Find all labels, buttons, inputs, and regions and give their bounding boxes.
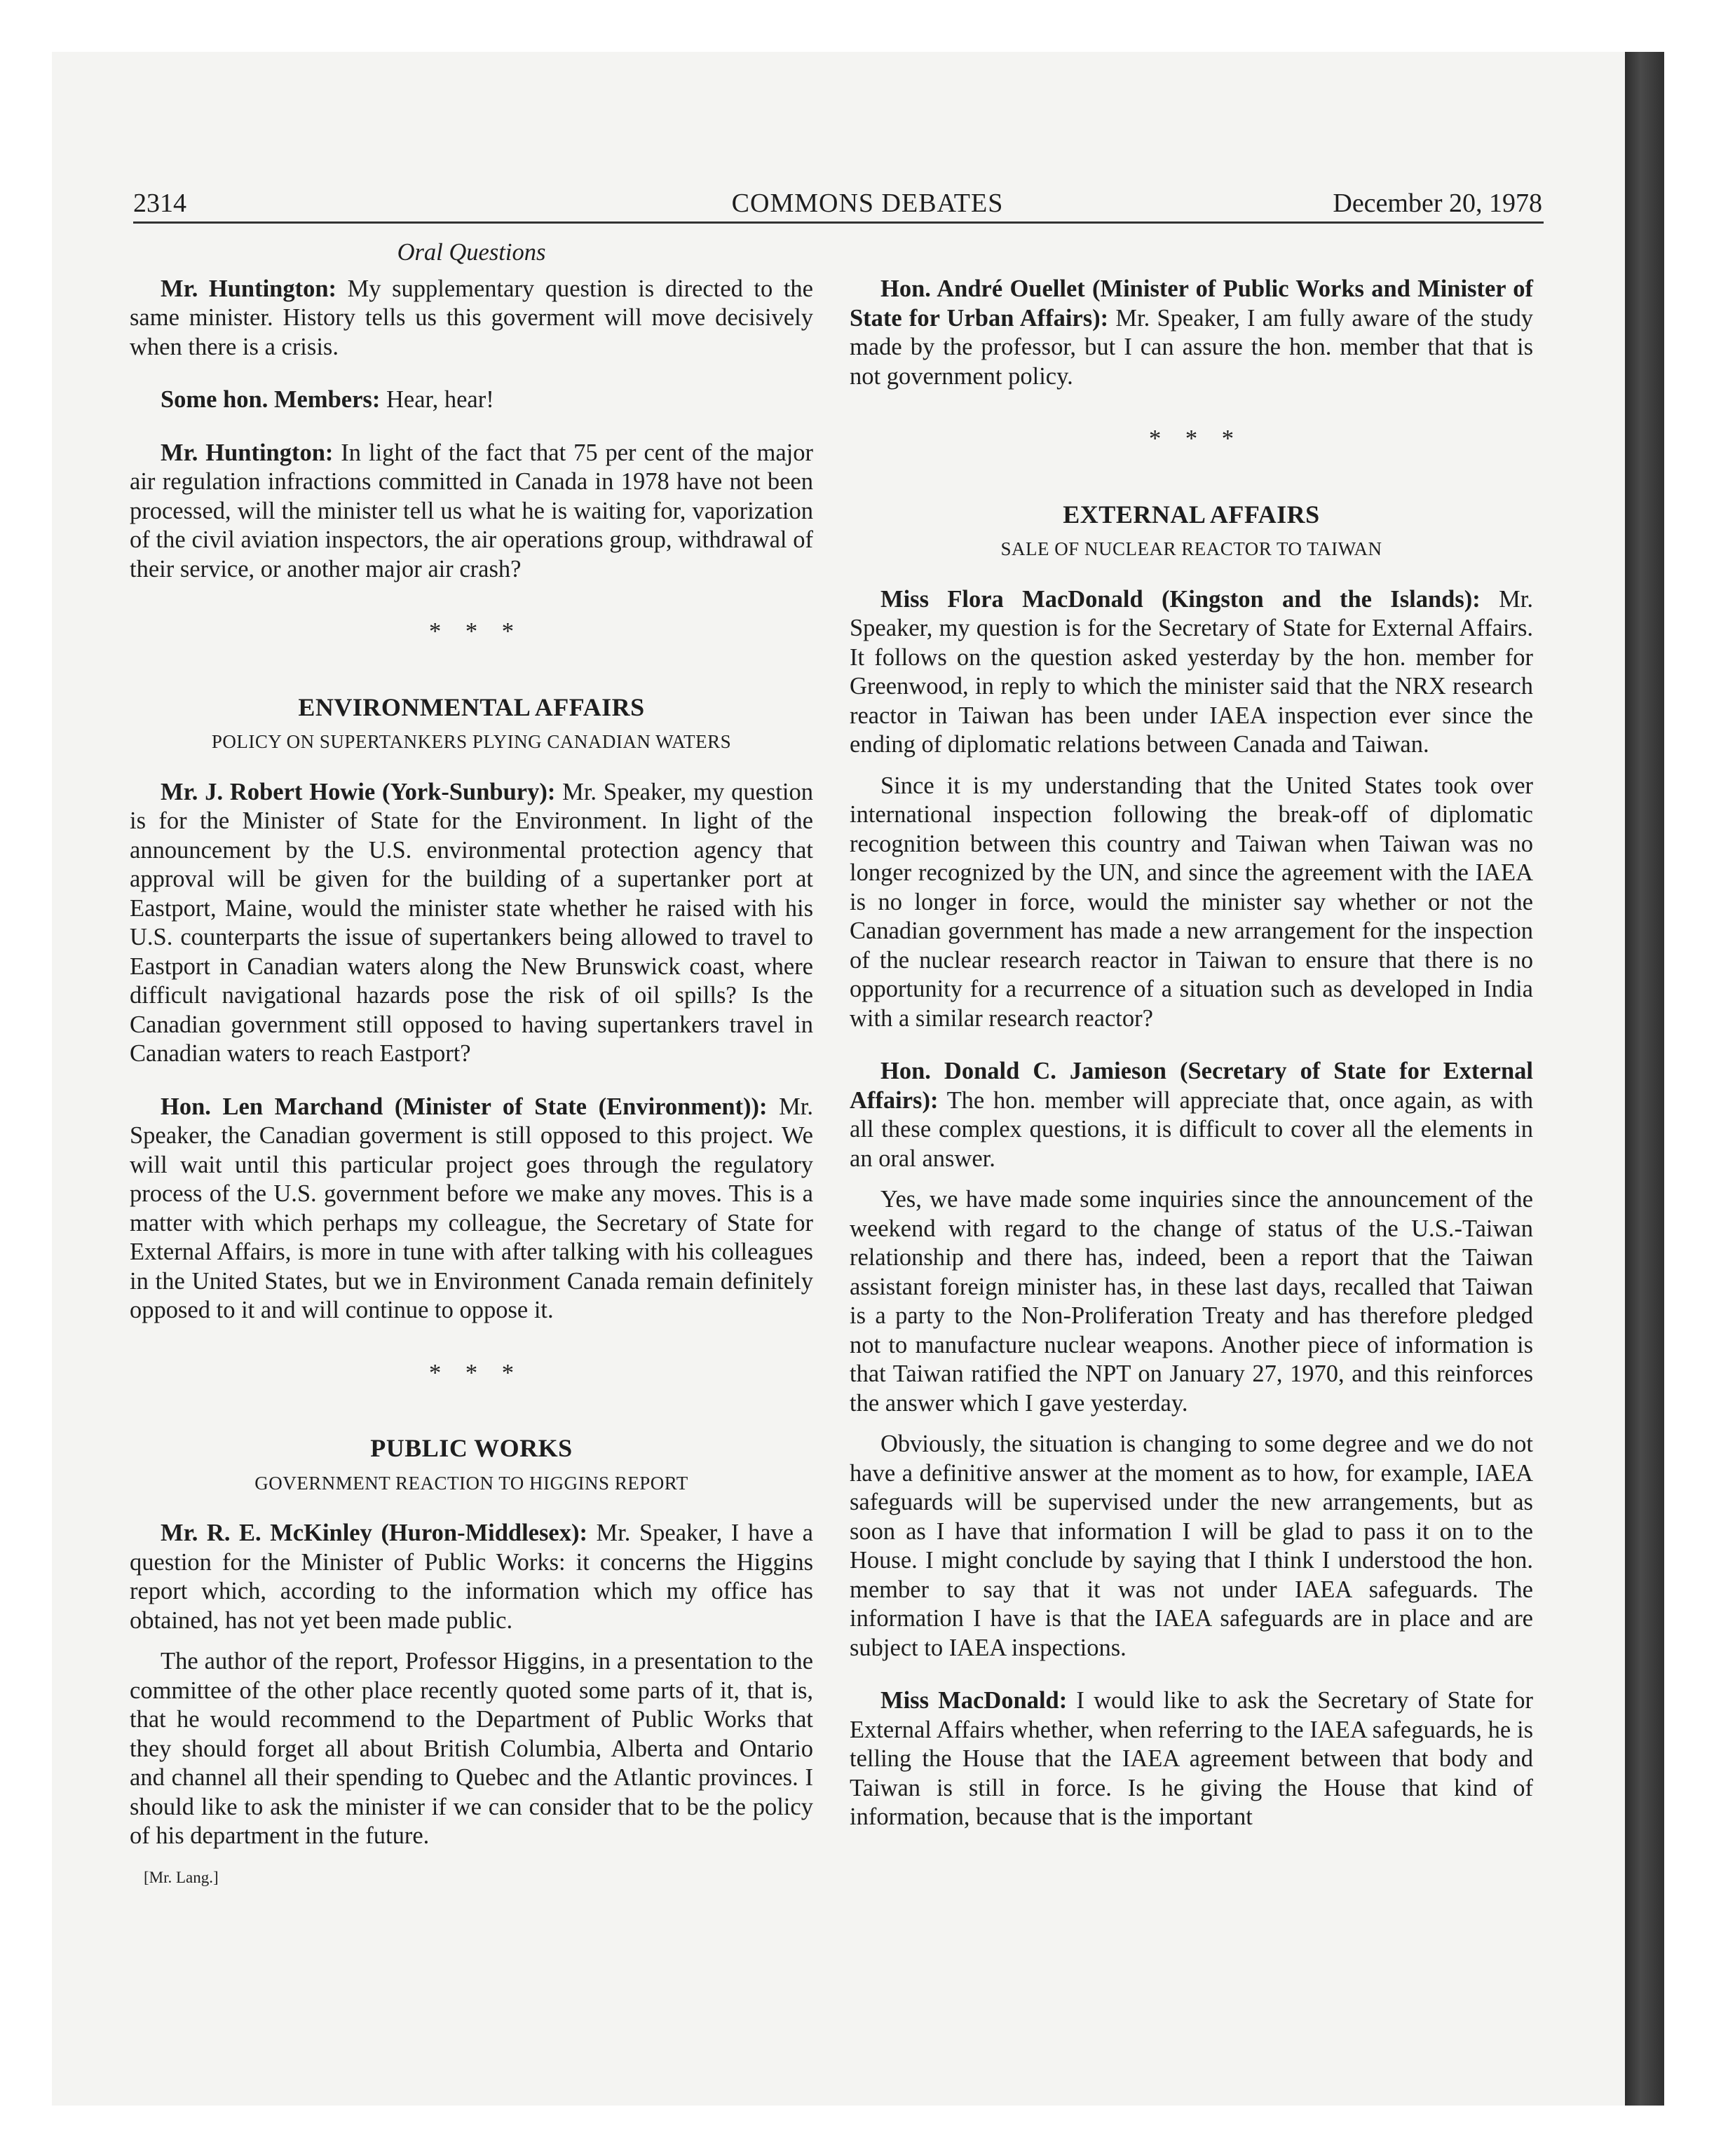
- paragraph: [850, 585, 1533, 760]
- page-number: 2314: [133, 189, 186, 218]
- paragraph: [850, 1686, 1533, 1832]
- paragraph: [130, 1093, 813, 1325]
- section-heading: EXTERNAL AFFAIRS: [1063, 500, 1320, 528]
- paragraph-text: Yes, we have made some inquiries since the announcement of the weekend with regard to the change of status of the U.S.-Taiwan relationship and there has, indeed, been a report that the Taiwan assistant foreign minister has, in these last days, recalled that Taiwan is a party to the Non-Proliferation Treaty and has therefore pledged not to manufacture nuclear weapons. Another piece of information is that Taiwan ratified the NPT on January 27, 1970, and this reinforces the answer which I gave yesterday.: [850, 1186, 1533, 1417]
- paragraph: [850, 772, 1533, 1034]
- right-column: [850, 238, 1533, 1844]
- paragraph-text: Mr. Speaker, my question is for the Minister of State for the Environment. In light of the announcement by the U.S. environmental protection agency that approval will be given for the building of a supertanker port at Eastport, Maine, would the minister state whether he raised with his U.S. counterparts the issue of supertankers being allowed to travel to Eastport in Canadian waters along the New Brunswick coast, where difficult navigational hazards pose the risk of oil spills? Is the Canadian government still opposed to having supertankers travel in Canadian waters to reach Eastport?: [130, 778, 813, 1067]
- scan-edge: [1625, 52, 1664, 2106]
- section-heading: ENVIRONMENTAL AFFAIRS: [298, 692, 645, 721]
- section-subheading: SALE OF NUCLEAR REACTOR TO TAIWAN: [1000, 538, 1382, 559]
- paragraph: [130, 778, 813, 1069]
- speaker-name: Mr. R. E. McKinley (Huron-Middlesex):: [161, 1520, 587, 1546]
- speaker-name: Hon. André Ouellet (Minister of Public Works and Minister of State for Urban Affairs):: [850, 275, 1533, 332]
- section-heading: PUBLIC WORKS: [370, 1434, 573, 1462]
- speaker-name: Miss MacDonald:: [880, 1687, 1068, 1714]
- speaker-name: Miss Flora MacDonald (Kingston and the Islands):: [880, 585, 1481, 613]
- speaker-name: Mr. J. Robert Howie (York-Sunbury):: [161, 778, 556, 805]
- paragraph: [850, 1057, 1533, 1173]
- paragraph-text: Mr. Speaker, I have a question for the Minister of Public Works: it concerns the Higgins report which, according to the information which my office has obtained, has not yet been made public.: [130, 1520, 813, 1634]
- speaker-name: Hon. Len Marchand (Minister of State (Environment)):: [161, 1093, 768, 1120]
- paragraph-text: I would like to ask the Secretary of State for External Affairs whether, when referring to the IAEA safeguards, he is telling the House that the IAEA agreement between that body and Taiwan is still in force. Is he giving the House that kind of information, because that is the important: [850, 1687, 1533, 1830]
- paragraph: [130, 386, 813, 415]
- paragraph-text: Since it is my understanding that the United States took over international inspection following the break-off of diplomatic recognition between this country and Taiwan when Taiwan was no longer recognized by the UN, and since the agreement with the IAEA is no longer in force, would the minister say whether or not the Canadian government has made a new arrangement for the inspection of the nuclear research reactor in Taiwan to ensure that there is no opportunity for a recurrence of a situation such as developed in India with a similar research reactor?: [850, 772, 1533, 1032]
- paragraph-text: The author of the report, Professor Higgins, in a presentation to the committee of the other place recently quoted some parts of it, that is, that he would recommend to the Department of Public Works that they should forget all about British Columbia, Alberta and Ontario and channel all their spending to Quebec and the Atlantic provinces. I should like to ask the minister if we can consider that to be the policy of his department in the future.: [130, 1648, 813, 1849]
- publication-title: COMMONS DEBATES: [731, 189, 1004, 218]
- paragraph: [850, 1430, 1533, 1663]
- paragraph-text: Obviously, the situation is changing to some degree and we do not have a definitive answer at the moment as to how, for example, IAEA safeguards will be supervised under the new arrangements, but as soon as I have that information I will be glad to pass it on to the House. I might conclude by saying that I think I understood the hon. member to say that it was not under IAEA safeguards. The information I have is that the IAEA safeguards are in place and are subject to IAEA inspections.: [850, 1431, 1533, 1661]
- paragraph: [130, 275, 813, 362]
- paragraph: [130, 1519, 813, 1635]
- paragraph-text: Mr. Speaker, I am fully aware of the study made by the professor, but I can assure the hon. member that that is not government policy.: [850, 304, 1533, 390]
- section-subheading: GOVERNMENT REACTION TO HIGGINS REPORT: [254, 1472, 688, 1494]
- publication-date: December 20, 1978: [1333, 189, 1542, 218]
- paragraph: [850, 1185, 1533, 1418]
- section-separator: * * *: [429, 618, 514, 645]
- paragraph: [130, 1647, 813, 1851]
- section-subheading: POLICY ON SUPERTANKERS PLYING CANADIAN WATERS: [211, 731, 732, 752]
- speaker-name: Hon. Donald C. Jamieson (Secretary of State for External Affairs):: [850, 1058, 1533, 1114]
- section-separator: * * *: [429, 1359, 514, 1386]
- paragraph-text: My supplementary question is directed to the same minister. History tells us this goverment will move decisively when there is a crisis.: [130, 275, 813, 360]
- speaker-name: Mr. Huntington:: [161, 439, 334, 466]
- paragraph: [130, 439, 813, 585]
- paragraph-text: The hon. member will appreciate that, once again, as with all these complex questions, it is difficult to cover all the elements in an oral answer.: [850, 1086, 1533, 1172]
- footnote: [Mr. Lang.]: [144, 1868, 219, 1886]
- section-label: Oral Questions: [397, 239, 546, 266]
- left-column: [130, 238, 813, 1892]
- speaker-name: Some hon. Members:: [161, 386, 381, 413]
- section-separator: * * *: [1149, 425, 1234, 452]
- paragraph-text: In light of the fact that 75 per cent of the major air regulation infractions committed in Canada in 1978 have not been processed, will the minister tell us what he is waiting for, vaporization of the civil aviation inspectors, the air operations group, withdrawal of their service, or another major air crash?: [130, 439, 813, 582]
- header-rule: [133, 221, 1544, 224]
- paragraph-text: Mr. Speaker, my question is for the Secretary of State for External Affairs. It follows on the question asked yesterday by the hon. member for Greenwood, in reply to which the minister said that the NRX research reactor in Taiwan has been under IAEA inspection ever since the ending of diplomatic relations between Canada and Taiwan.: [850, 585, 1534, 758]
- paragraph: [850, 275, 1533, 391]
- paragraph-text: Mr. Speaker, the Canadian goverment is still opposed to this project. We will wait until this particular project goes through the regulatory process of the U.S. government before we make any moves. This is a matter with which perhaps my colleague, the Secretary of State for External Affairs, is more in tune with after talking with his colleagues in the United States, but we in Environment Canada remain definitely opposed to it and will continue to oppose it.: [130, 1093, 814, 1323]
- paragraph-text: Hear, hear!: [380, 386, 494, 413]
- speaker-name: Mr. Huntington:: [161, 275, 337, 302]
